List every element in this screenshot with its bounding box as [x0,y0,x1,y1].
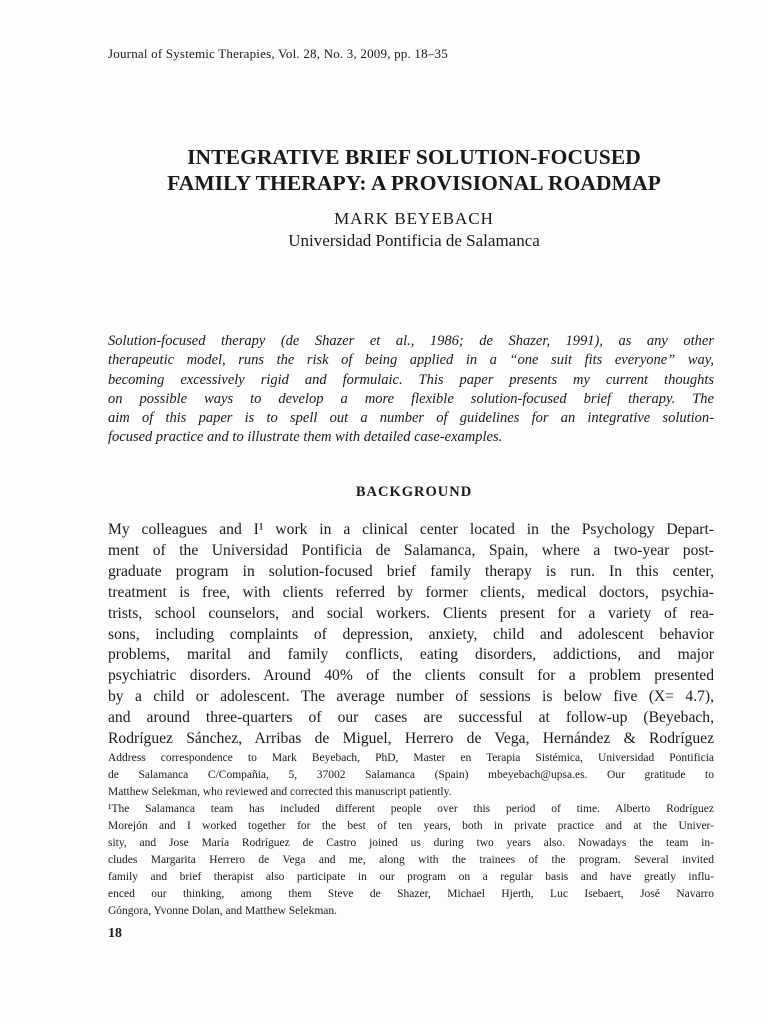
correspondence-line: Address correspondence to Mark Beyebach, PhD, Master en Terapia Sistémica, Universidad Pontificia [108,752,714,764]
body-line: treatment is free, with clients referred by former clients, medical doctors, psychia- [108,583,714,601]
author-affiliation: Universidad Pontificia de Salamanca [288,231,540,250]
footnotes [108,750,714,920]
body-line: graduate program in solution-focused brief family therapy is run. In this center, [108,562,714,580]
body-line: ment of the Universidad Pontificia de Salamanca, Spain, where a two-year post- [108,541,714,559]
title-line: INTEGRATIVE BRIEF SOLUTION-FOCUSED [187,145,641,169]
footnote-line: sity, and Jose María Rodríguez de Castro joined us during two years also. Nowadays the team in- [108,837,714,849]
abstract-line: aim of this paper is to spell out a number of guidelines for an integrative solution- [108,410,714,427]
footnote-line: family and brief therapist also participate in our program on a regular basis and have greatly influ- [108,871,714,883]
author-name: MARK BEYEBACH [334,209,494,228]
abstract-line: Solution-focused therapy (de Shazer et al., 1986; de Shazer, 1991), as any other [108,333,714,349]
footnote-line: Morejón and I worked together for the best of ten years, both in private practice and at the Univer- [108,820,714,832]
section-heading: BACKGROUND [355,484,473,500]
footnote-line: ¹The Salamanca team has included different people over this period of time. Alberto Rodríguez [108,803,714,815]
article-title [60,144,768,196]
abstract-line: therapeutic model, runs the risk of being applied in a “one suit fits everyone” way, [108,352,714,369]
body-line: psychiatric disorders. Around 40% of the clients consult for a problem presented [108,667,714,685]
title-line: FAMILY THERAPY: A PROVISIONAL ROADMAP [167,171,661,195]
footnote-line: enced our thinking, among them Steve de Shazer, Michael Hjerth, Luc Isebaert, José Navarro [108,888,714,900]
body-paragraph [108,520,714,750]
abstract [108,332,714,448]
body-line: by a child or adolescent. The average number of sessions is below five (X= 4.7), [108,688,714,706]
body-line: and around three-quarters of our cases are successful at follow-up (Beyebach, [108,709,714,727]
body-line: problems, marital and family conflicts, eating disorders, addictions, and major [108,646,714,664]
abstract-line: on possible ways to develop a more flexible solution-focused brief therapy. The [108,390,714,407]
footnote-line: cludes Margarita Herrero de Vega and me, along with the trainees of the program. Several invited [108,854,714,866]
body-line: trists, school counselors, and social workers. Clients present for a variety of rea- [108,604,714,622]
journal-citation: Journal of Systemic Therapies, Vol. 28, No. 3, 2009, pp. 18–35 [108,46,448,61]
body-line: My colleagues and I¹ work in a clinical center located in the Psychology Depart- [108,521,714,538]
correspondence-line: Matthew Selekman, who reviewed and corrected this manuscript patiently. [108,786,452,798]
correspondence-line: de Salamanca C/Compañia, 5, 37002 Salamanca (Spain) mbeyebach@upsa.es. Our gratitude to [108,769,714,781]
footnote-line: Góngora, Yvonne Dolan, and Matthew Selekman. [108,905,338,917]
body-line: sons, including complaints of depression, anxiety, child and adolescent behavior [108,625,714,643]
body-line: Rodríguez Sánchez, Arribas de Miguel, Herrero de Vega, Hernández & Rodríguez [108,730,714,748]
page-number: 18 [108,926,122,941]
abstract-line: focused practice and to illustrate them with detailed case-examples. [108,429,503,446]
abstract-line: becoming excessively rigid and formulaic. This paper presents my current thoughts [108,371,714,388]
